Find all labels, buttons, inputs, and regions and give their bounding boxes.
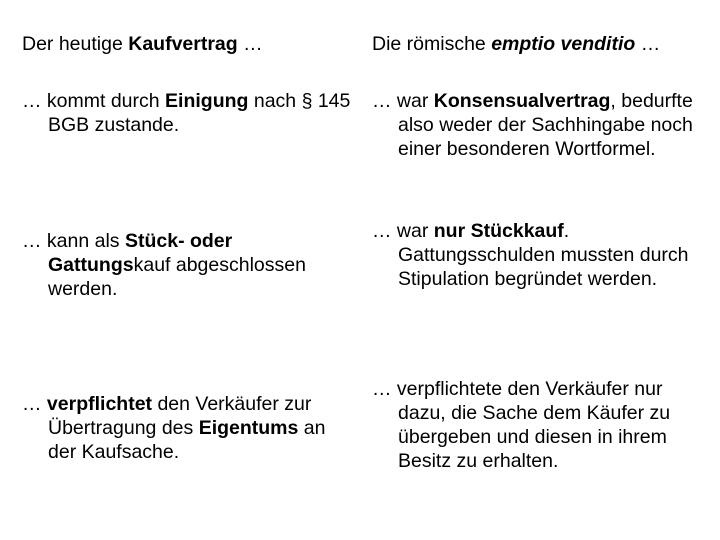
- text-segment: … war: [372, 220, 434, 242]
- header-left-keyword: Kaufvertrag: [128, 33, 238, 55]
- text-segment: , bedurfte also weder der Sachhingabe noch einer besonderen Wortformel.: [398, 90, 693, 160]
- keyword: Einigung: [165, 90, 249, 112]
- row3-right-text: [372, 377, 702, 473]
- text-segment: den Verkäufer zur Übertragung des: [48, 393, 312, 439]
- text-segment: … kommt durch: [22, 90, 166, 112]
- text-segment: nach § 145 BGB zustande.: [48, 90, 351, 136]
- text-segment: an der Kaufsache.: [48, 417, 326, 463]
- header-right: [372, 32, 660, 56]
- row3-left-cell: [22, 392, 352, 464]
- row2-left-cell: [22, 229, 352, 301]
- header-right-ellipsis: …: [635, 33, 661, 55]
- row2-left-text: [22, 229, 352, 301]
- header-right-text: Die römische: [372, 33, 492, 55]
- keyword: verpflichtet: [46, 393, 153, 415]
- text-segment: kauf abgeschlossen werden.: [48, 254, 306, 300]
- text-segment: … verpflichtete den Verkäufer nur dazu, die Sache dem Käufer zu übergeben und diesen in ihrem Besitz zu erhalten.: [372, 378, 671, 472]
- row3-left-text: [22, 392, 352, 464]
- header-right-keyword: emptio venditio: [491, 33, 636, 55]
- header-left-ellipsis: …: [237, 33, 263, 55]
- row2-right-text: [372, 219, 702, 291]
- keyword: nur Stückkauf: [433, 220, 564, 242]
- keyword: Eigentums: [198, 417, 299, 439]
- row3-right-cell: [372, 377, 702, 473]
- row1-right-text: [372, 89, 702, 161]
- header-left: [22, 32, 263, 56]
- text-segment: …: [22, 393, 47, 415]
- header-left-text: Der heutige: [22, 33, 129, 55]
- text-segment: … war: [372, 90, 434, 112]
- row1-left-cell: [22, 89, 352, 137]
- keyword: Stück- oder Gattungs: [48, 230, 233, 276]
- row1-left-text: [22, 89, 352, 137]
- text-segment: . Gattungsschulden mussten durch Stipulation begründet werden.: [398, 220, 689, 290]
- row1-right-cell: [372, 89, 702, 161]
- keyword: Konsensualvertrag: [433, 90, 611, 112]
- row2-right-cell: [372, 219, 702, 291]
- text-segment: … kann als: [22, 230, 125, 252]
